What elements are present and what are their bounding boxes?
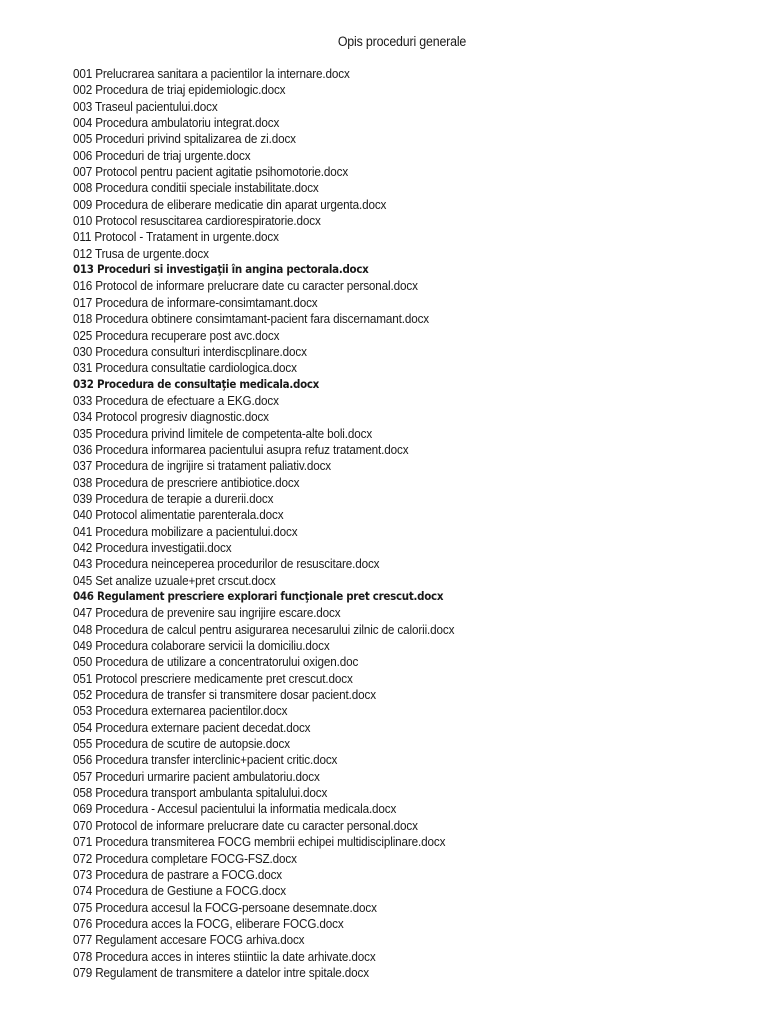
procedure-list-item: 045 Set analize uzuale+pret crscut.docx [73,573,276,588]
procedure-list-item: 053 Procedura externarea pacientilor.docx [73,704,288,719]
procedure-list-item: 052 Procedura de transfer si transmitere dosar pacient.docx [73,688,376,703]
procedure-list-item: 012 Trusa de urgente.docx [73,246,209,261]
procedure-list-item: 079 Regulament de transmitere a datelor intre spitale.docx [73,965,369,980]
procedure-list-item: 008 Procedura conditii speciale instabilitate.docx [73,181,319,196]
procedure-list-item: 025 Procedura recuperare post avc.docx [73,328,280,343]
procedure-list-item: 037 Procedura de ingrijire si tratament paliativ.docx [73,459,332,474]
procedure-list-item: 042 Procedura investigatii.docx [73,540,232,555]
procedure-list-item: 035 Procedura privind limitele de competenta-alte boli.docx [73,426,373,441]
procedure-list-item: 074 Procedura de Gestiune a FOCG.docx [73,884,286,899]
procedure-list-item: 018 Procedura obtinere consimtamant-pacient fara discernamant.docx [73,312,430,327]
procedure-list-item: 011 Protocol - Tratament in urgente.docx [73,230,279,245]
procedure-list-item: 017 Procedura de informare-consimtamant.docx [73,295,318,310]
procedure-list-item: 031 Procedura consultatie cardiologica.docx [73,361,297,376]
procedure-list-item: 030 Procedura consulturi interdiscplinare.docx [73,344,307,359]
procedure-list-item: 077 Regulament accesare FOCG arhiva.docx [73,933,305,948]
procedure-list-item: 002 Procedura de triaj epidemiologic.docx [73,83,286,98]
procedure-list-item: 032 Procedura de consultaţie medicala.docx [73,377,320,391]
procedure-list-item: 070 Protocol de informare prelucrare date cu caracter personal.docx [73,818,418,833]
procedure-list-item: 078 Procedura acces in interes stiintiic la date arhivate.docx [73,949,376,964]
procedure-list-item: 054 Procedura externare pacient decedat.docx [73,720,311,735]
procedure-list-item: 033 Procedura de efectuare a EKG.docx [73,393,279,408]
procedure-list-item: 036 Procedura informarea pacientului asupra refuz tratament.docx [73,442,409,457]
procedure-list-item: 010 Protocol resuscitarea cardiorespiratorie.docx [73,214,321,229]
procedure-list-item: 049 Procedura colaborare servicii la domiciliu.docx [73,639,330,654]
document-title: Opis proceduri generale [337,34,467,49]
procedure-list-item: 073 Procedura de pastrare a FOCG.docx [73,867,283,882]
procedure-list-item: 005 Proceduri privind spitalizarea de zi.docx [73,132,296,147]
procedure-list-item: 039 Procedura de terapie a durerii.docx [73,491,274,506]
procedure-list-item: 047 Procedura de prevenire sau ingrijire escare.docx [73,606,341,621]
procedure-list-item: 072 Procedura completare FOCG-FSZ.docx [73,851,297,866]
procedure-list-item: 004 Procedura ambulatoriu integrat.docx [73,116,280,131]
procedure-list-item: 041 Procedura mobilizare a pacientului.docx [73,524,298,539]
procedure-list-item: 057 Proceduri urmarire pacient ambulatoriu.docx [73,769,320,784]
procedure-list-item: 034 Protocol progresiv diagnostic.docx [73,410,269,425]
procedure-list-item: 040 Protocol alimentatie parenterala.docx [73,508,284,523]
procedure-list-item: 050 Procedura de utilizare a concentratorului oxigen.doc [73,655,359,670]
procedure-list-item: 071 Procedura transmiterea FOCG membrii echipei multidisciplinare.docx [73,835,446,850]
procedure-list-item: 069 Procedura - Accesul pacientului la informatia medicala.docx [73,802,397,817]
procedure-list-item: 075 Procedura accesul la FOCG-persoane desemnate.docx [73,900,377,915]
procedure-list-item: 048 Procedura de calcul pentru asigurarea necesarului zilnic de calorii.docx [73,622,455,637]
procedure-list-item: 016 Protocol de informare prelucrare date cu caracter personal.docx [73,279,418,294]
procedure-list [73,66,483,981]
procedure-list-item: 043 Procedura neinceperea procedurilor de resuscitare.docx [73,557,380,572]
procedure-list-item: 055 Procedura de scutire de autopsie.docx [73,737,290,752]
procedure-list-item: 056 Procedura transfer interclinic+pacient critic.docx [73,753,338,768]
procedure-list-item: 003 Traseul pacientului.docx [73,99,218,114]
procedure-list-item: 076 Procedura acces la FOCG, eliberare FOCG.docx [73,916,344,931]
procedure-list-item: 058 Procedura transport ambulanta spitalului.docx [73,786,328,801]
procedure-list-item: 013 Proceduri si investigaţii în angina pectorala.docx [73,263,369,277]
procedure-list-item: 009 Procedura de eliberare medicatie din aparat urgenta.docx [73,197,387,212]
procedure-list-item: 001 Prelucrarea sanitara a pacientilor la internare.docx [73,67,350,81]
procedure-list-item: 038 Procedura de prescriere antibiotice.docx [73,475,300,490]
procedure-list-item: 006 Proceduri de triaj urgente.docx [73,148,251,163]
procedure-list-item: 046 Regulament prescriere explorari funcţionale pret crescut.docx [73,590,444,603]
procedure-list-item: 007 Protocol pentru pacient agitatie psihomotorie.docx [73,165,349,180]
procedure-list-item: 051 Protocol prescriere medicamente pret crescut.docx [73,671,353,686]
